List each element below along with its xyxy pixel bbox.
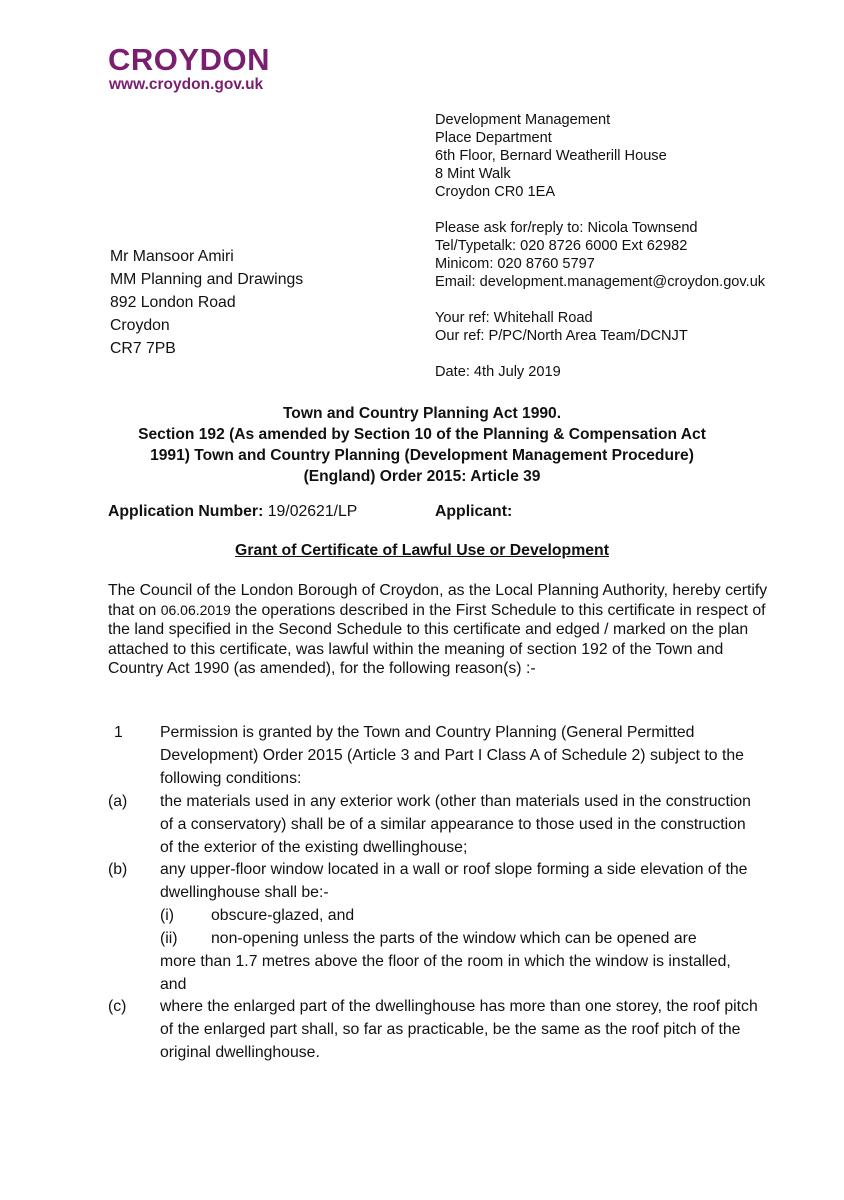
contact-person: Please ask for/reply to: Nicola Townsend bbox=[435, 220, 698, 236]
clause-1-number: 1 bbox=[114, 724, 123, 741]
grant-title: Grant of Certificate of Lawful Use or Development bbox=[235, 542, 609, 559]
intro-date: 06.06.2019 bbox=[160, 601, 231, 618]
contact-telephone: Tel/Typetalk: 020 8726 6000 Ext 62982 bbox=[435, 238, 688, 254]
clause-b-ii-number: (ii) bbox=[160, 930, 178, 947]
clause-a-number: (a) bbox=[108, 793, 128, 810]
application-number-row bbox=[108, 502, 357, 522]
application-number-label: Application Number: bbox=[108, 503, 264, 520]
intro-part-2: the operations described in the First Schedule to this certificate in respect of the land specified in the Second Schedule to this certificate and edged / marked on the plan attached to this certificate, was lawful within the meaning of section 192 of the Town and Country Act 1990 (as amended), for the following reason(s) :- bbox=[108, 601, 766, 677]
applicant-label: Applicant: bbox=[435, 503, 513, 520]
clause-b-i-text: obscure-glazed, and bbox=[211, 907, 355, 924]
heading-line-3: 1991) Town and Country Planning (Development Management Procedure) bbox=[150, 447, 694, 464]
sender-line-1: Development Management bbox=[435, 112, 611, 128]
intro-part-1: The Council of the London Borough of Croydon, as the Local Planning Authority, hereby certify that on bbox=[108, 582, 768, 619]
sender-line-2: Place Department bbox=[435, 130, 552, 146]
heading-line-2: Section 192 (As amended by Section 10 of the Planning & Compensation Act bbox=[138, 426, 706, 443]
clause-1-text: Permission is granted by the Town and Country Planning (General Permitted Development) Order 2015 (Article 3 and Part I Class A of Schedule 2) subject to the following conditions: bbox=[160, 724, 744, 787]
legislation-heading bbox=[100, 403, 744, 487]
contact-email: Email: development.management@croydon.gov.uk bbox=[435, 274, 766, 290]
sender-line-5: Croydon CR0 1EA bbox=[435, 184, 556, 200]
recipient-postcode: CR7 7PB bbox=[110, 340, 176, 357]
heading-line-4: (England) Order 2015: Article 39 bbox=[303, 468, 541, 485]
sender-line-3: 6th Floor, Bernard Weatherill House bbox=[435, 148, 667, 164]
sender-address-block bbox=[435, 111, 765, 381]
clause-b-i-number: (i) bbox=[160, 907, 175, 924]
croydon-logo-url: www.croydon.gov.uk bbox=[109, 76, 264, 93]
letter-date: Date: 4th July 2019 bbox=[435, 364, 561, 380]
clause-c-text: where the enlarged part of the dwellinghouse has more than one storey, the roof pitch of the enlarged part shall, so far as practicable, be the same as the roof pitch of the original dwellinghouse. bbox=[160, 998, 758, 1061]
clause-b-text: any upper-floor window located in a wall or roof slope forming a side elevation of the dwellinghouse shall be:- bbox=[160, 861, 748, 901]
contact-minicom: Minicom: 020 8760 5797 bbox=[435, 256, 595, 272]
heading-line-1: Town and Country Planning Act 1990. bbox=[282, 405, 562, 422]
our-reference: Our ref: P/PC/North Area Team/DCNJT bbox=[435, 328, 688, 344]
clause-c-number: (c) bbox=[108, 998, 127, 1015]
recipient-company: MM Planning and Drawings bbox=[110, 271, 304, 288]
application-number-value: 19/02621/LP bbox=[267, 503, 358, 520]
clause-b-ii-text-first: non-opening unless the parts of the window which can be opened are bbox=[211, 930, 697, 947]
certificate-intro-paragraph bbox=[108, 581, 768, 679]
recipient-name: Mr Mansoor Amiri bbox=[110, 248, 234, 265]
your-reference: Your ref: Whitehall Road bbox=[435, 310, 593, 326]
clause-b-ii-text-rest: more than 1.7 metres above the floor of the room in which the window is installed, and bbox=[160, 953, 731, 993]
recipient-address-block bbox=[110, 245, 303, 360]
clause-a-text: the materials used in any exterior work (other than materials used in the construction of a conservatory) shall be of a similar appearance to those used in the construction of the exterior of the existing dwellinghouse; bbox=[160, 793, 751, 856]
croydon-logo: CROYDON bbox=[108, 42, 270, 77]
recipient-town: Croydon bbox=[110, 317, 170, 334]
sender-line-4: 8 Mint Walk bbox=[435, 166, 511, 182]
clause-b-number: (b) bbox=[108, 861, 128, 878]
recipient-street: 892 London Road bbox=[110, 294, 236, 311]
